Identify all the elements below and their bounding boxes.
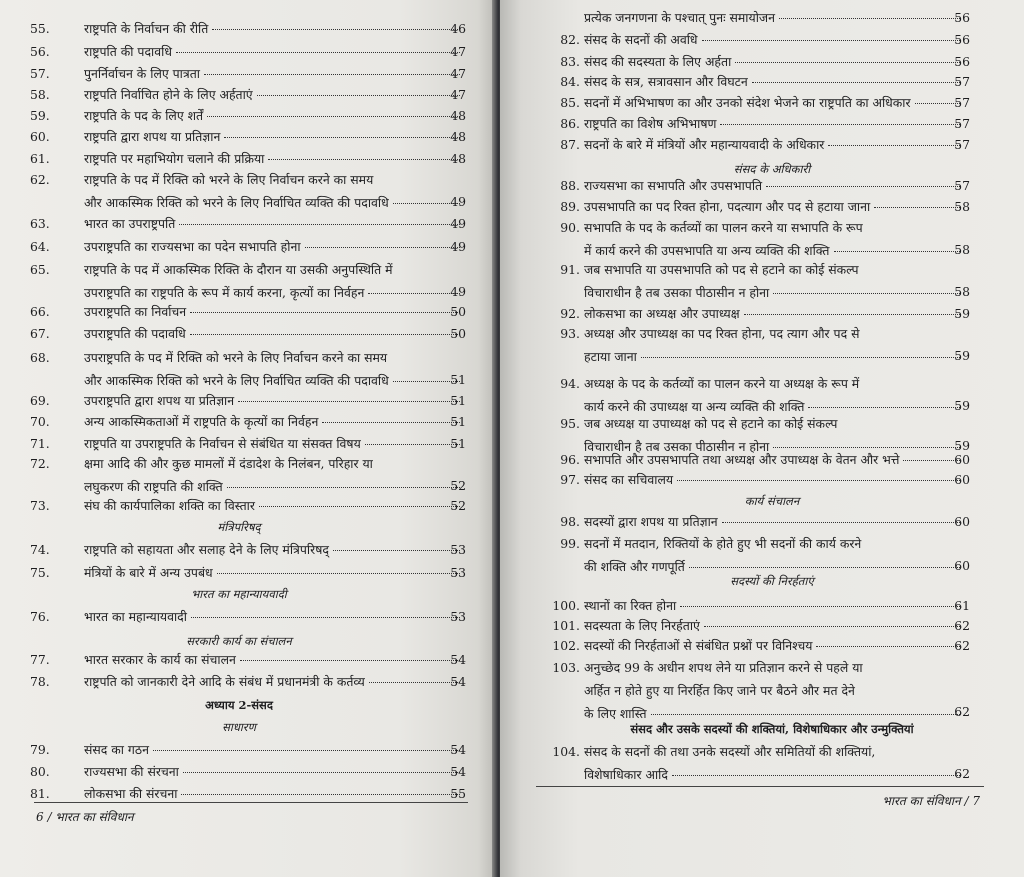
- page-number: 57: [954, 116, 970, 131]
- right-page: [500, 0, 1024, 877]
- page-number: 62: [954, 766, 970, 781]
- section-heading-conduct: कार्य संचालन: [744, 494, 800, 508]
- article-title: उपराष्ट्रपति के पद में रिक्ति को भरने के लिए निर्वाचन करने का समय और आकस्मिक रिक्ति को भरने के लिए निर्वाचित व्यक्ति की पदावधि: [84, 346, 464, 392]
- article-number: 71.: [30, 436, 50, 451]
- toc-entry: [0, 17, 498, 39]
- toc-entry: [500, 28, 1024, 50]
- article-number: 101.: [552, 618, 580, 633]
- toc-entry: [0, 147, 498, 169]
- toc-entry: [0, 322, 498, 344]
- page-number: 53: [450, 565, 466, 580]
- leader-dots: [217, 573, 460, 574]
- leader-dots: [190, 312, 460, 313]
- toc-entry: [0, 40, 498, 62]
- page-number: 58: [954, 284, 970, 299]
- page-number: 61: [954, 598, 970, 613]
- article-title: राष्ट्रपति की पदावधि: [84, 40, 464, 63]
- leader-dots: [672, 775, 960, 776]
- page-number: 58: [954, 199, 970, 214]
- article-number: 87.: [560, 137, 580, 152]
- leader-dots: [641, 357, 960, 358]
- article-number: 60.: [30, 129, 50, 144]
- section-heading-govt-business: सरकारी कार्य का संचालन: [186, 634, 292, 648]
- article-title: राष्ट्रपति या उपराष्ट्रपति के निर्वाचन से संबंधित या संसक्त विषय: [84, 432, 464, 455]
- article-number: 86.: [560, 116, 580, 131]
- article-number: 62.: [30, 172, 50, 187]
- leader-dots: [179, 224, 460, 225]
- page-number: 53: [450, 542, 466, 557]
- toc-entry: [0, 168, 498, 212]
- article-number: 69.: [30, 393, 50, 408]
- toc-entry: [500, 372, 1024, 416]
- page-number: 49: [450, 216, 466, 231]
- article-title: सदस्यों की निरर्हताओं से संबंधित प्रश्नों पर विनिश्चय: [584, 634, 964, 657]
- article-number: 103.: [552, 660, 580, 675]
- article-number: 93.: [560, 326, 580, 341]
- article-title: सदनों में अभिभाषण का और उनको संदेश भेजने का राष्ट्रपति का अधिकार: [584, 91, 964, 114]
- article-number: 96.: [560, 452, 580, 467]
- article-number: 90.: [560, 220, 580, 235]
- page-number: 49: [450, 194, 466, 209]
- article-title: अन्य आकस्मिकताओं में राष्ट्रपति के कृत्यों का निर्वहन: [84, 410, 464, 433]
- toc-entry: [0, 410, 498, 432]
- page-number: 51: [450, 393, 466, 408]
- article-number: 89.: [560, 199, 580, 214]
- page-number: 48: [450, 129, 466, 144]
- page-number: 54: [450, 652, 466, 667]
- page-number: 51: [450, 372, 466, 387]
- article-title: प्रत्येक जनगणना के पश्चात् पुनः समायोजन: [584, 6, 964, 29]
- page-number: 56: [954, 10, 970, 25]
- article-title: राष्ट्रपति निर्वाचित होने के लिए अर्हताएं: [84, 83, 464, 106]
- article-number: 67.: [30, 326, 50, 341]
- page-number: 50: [450, 304, 466, 319]
- leader-dots: [752, 82, 960, 83]
- leader-dots: [176, 52, 460, 53]
- article-title: संसद के सदनों की तथा उनके सदस्यों और समितियों की शक्तियां, विशेषाधिकार आदि: [584, 740, 964, 786]
- article-number: 70.: [30, 414, 50, 429]
- article-number: 76.: [30, 609, 50, 624]
- article-title: सदस्यों द्वारा शपथ या प्रतिज्ञान: [584, 510, 964, 533]
- article-title: क्षमा आदि की और कुछ मामलों में दंडादेश के निलंबन, परिहार या लघुकरण की राष्ट्रपति की शक्ति: [84, 452, 464, 498]
- page-number: 54: [450, 764, 466, 779]
- article-number: 98.: [560, 514, 580, 529]
- article-number: 91.: [560, 262, 580, 277]
- toc-entry: [500, 634, 1024, 656]
- leader-dots: [808, 407, 960, 408]
- leader-dots: [779, 18, 960, 19]
- article-number: 66.: [30, 304, 50, 319]
- article-number: 104.: [552, 744, 580, 759]
- toc-entry: [500, 302, 1024, 324]
- article-number: 97.: [560, 472, 580, 487]
- leader-dots: [735, 62, 960, 63]
- article-number: 55.: [30, 21, 50, 36]
- toc-entry: [0, 452, 498, 496]
- leader-dots: [651, 714, 960, 715]
- toc-entry: [500, 216, 1024, 260]
- toc-entry: [0, 104, 498, 126]
- toc-entry: [500, 448, 1024, 470]
- article-title: राष्ट्रपति पर महाभियोग चलाने की प्रक्रिया: [84, 147, 464, 170]
- page-number: 56: [954, 54, 970, 69]
- article-title: मंत्रियों के बारे में अन्य उपबंध: [84, 561, 464, 584]
- article-title: संसद का गठन: [84, 738, 464, 761]
- page-number: 55: [450, 786, 466, 801]
- section-heading-disqualifications: सदस्यों की निरर्हताएं: [730, 574, 814, 588]
- leader-dots: [305, 247, 460, 248]
- page-number: 46: [450, 21, 466, 36]
- toc-entry: [500, 133, 1024, 155]
- leader-dots: [204, 74, 460, 75]
- toc-entry: [500, 740, 1024, 784]
- leader-dots: [183, 772, 460, 773]
- article-number: 94.: [560, 376, 580, 391]
- page-number: 49: [450, 284, 466, 299]
- leader-dots: [259, 506, 460, 507]
- article-number: 102.: [552, 638, 580, 653]
- leader-dots: [720, 124, 960, 125]
- page-number: 53: [450, 609, 466, 624]
- page-number: 57: [954, 137, 970, 152]
- article-number: 95.: [560, 416, 580, 431]
- toc-entry: [0, 494, 498, 516]
- toc-entry: [500, 594, 1024, 616]
- article-title: राष्ट्रपति को जानकारी देने आदि के संबंध में प्रधानमंत्री के कर्तव्य: [84, 670, 464, 693]
- leader-dots: [689, 567, 960, 568]
- leader-dots: [816, 646, 960, 647]
- page-number: 59: [954, 348, 970, 363]
- page-number: 51: [450, 436, 466, 451]
- article-title: संसद का सचिवालय: [584, 468, 964, 491]
- page-number: 47: [450, 66, 466, 81]
- section-heading-officers: संसद के अधिकारी: [733, 162, 811, 176]
- leader-dots: [680, 606, 960, 607]
- article-number: 59.: [30, 108, 50, 123]
- article-number: 65.: [30, 262, 50, 277]
- page-number: 48: [450, 108, 466, 123]
- page-number: 47: [450, 44, 466, 59]
- article-number: 61.: [30, 151, 50, 166]
- leader-dots: [828, 145, 960, 146]
- toc-entry: [500, 50, 1024, 72]
- toc-entry: [500, 656, 1024, 722]
- article-title: राष्ट्रपति के पद में आकस्मिक रिक्ति के दौरान या उसकी अनुपस्थिति में उपराष्ट्रपति का राष्ट्रपति के रूप में कार्य करना, कृत्यों का निर्वहन: [84, 258, 464, 304]
- leader-dots: [191, 617, 460, 618]
- toc-entry: [0, 62, 498, 84]
- page-number: 50: [450, 326, 466, 341]
- article-title: राज्यसभा का सभापति और उपसभापति: [584, 174, 964, 197]
- article-title: लोकसभा की संरचना: [84, 782, 464, 805]
- page-number: 62: [954, 704, 970, 719]
- article-title: उपराष्ट्रपति का राज्यसभा का पदेन सभापति होना: [84, 235, 464, 258]
- page-number: 59: [954, 398, 970, 413]
- toc-entry: [0, 760, 498, 782]
- article-title: अनुच्छेद 99 के अधीन शपथ लेने या प्रतिज्ञान करने से पहले या अर्हित न होते हुए या निरर्हित किए जाने पर बैठने और मत देने के लिए शास्ति: [584, 656, 964, 725]
- toc-entry: [0, 432, 498, 454]
- page-number: 56: [954, 32, 970, 47]
- toc-entry: [0, 212, 498, 234]
- page-number: 58: [954, 242, 970, 257]
- article-title: भारत सरकार के कार्य का संचालन: [84, 648, 464, 671]
- right-page-footer: भारत का संविधान / 7: [882, 794, 980, 808]
- article-number: 73.: [30, 498, 50, 513]
- toc-entry: [0, 346, 498, 390]
- article-title: संसद के सत्र, सत्रावसान और विघटन: [584, 70, 964, 93]
- leader-dots: [702, 40, 960, 41]
- article-title: उपराष्ट्रपति की पदावधि: [84, 322, 464, 345]
- article-title: राष्ट्रपति का विशेष अभिभाषण: [584, 112, 964, 135]
- page-number: 54: [450, 674, 466, 689]
- leader-dots: [257, 95, 460, 96]
- page-number: 59: [954, 306, 970, 321]
- toc-entry: [500, 258, 1024, 302]
- toc-entry: [0, 738, 498, 760]
- section-heading-general: साधारण: [222, 720, 256, 734]
- leader-dots: [766, 186, 960, 187]
- article-number: 82.: [560, 32, 580, 47]
- leader-dots: [227, 487, 460, 488]
- leader-dots: [207, 116, 460, 117]
- section-heading-cabinet: मंत्रिपरिषद्: [217, 520, 261, 534]
- page-number: 60: [954, 514, 970, 529]
- article-title: राष्ट्रपति के पद के लिए शर्तें: [84, 104, 464, 127]
- page-number: 57: [954, 178, 970, 193]
- article-title: उपराष्ट्रपति द्वारा शपथ या प्रतिज्ञान: [84, 389, 464, 412]
- article-title: सभापति और उपसभापति तथा अध्यक्ष और उपाध्यक्ष के वेतन और भत्ते: [584, 448, 964, 471]
- leader-dots: [704, 626, 960, 627]
- page-number: 57: [954, 74, 970, 89]
- page-number: 60: [954, 558, 970, 573]
- article-title: पुनर्निर्वाचन के लिए पात्रता: [84, 62, 464, 85]
- leader-dots: [240, 660, 460, 661]
- article-title: जब सभापति या उपसभापति को पद से हटाने का कोई संकल्प विचाराधीन है तब उसका पीठासीन न होना: [584, 258, 964, 304]
- toc-entry: [0, 125, 498, 147]
- page-number: 62: [954, 618, 970, 633]
- article-title: जब अध्यक्ष या उपाध्यक्ष को पद से हटाने का कोई संकल्प विचाराधीन है तब उसका पीठासीन न होना: [584, 412, 964, 458]
- article-number: 83.: [560, 54, 580, 69]
- toc-entry: [0, 83, 498, 105]
- page-number: 60: [954, 452, 970, 467]
- article-title: राष्ट्रपति के निर्वाचन की रीति: [84, 17, 464, 40]
- leader-dots: [238, 401, 460, 402]
- leader-dots: [773, 293, 960, 294]
- page-number: 60: [954, 472, 970, 487]
- article-title: सदस्यता के लिए निरर्हताएं: [584, 614, 964, 637]
- article-title: सदनों के बारे में मंत्रियों और महान्यायवादी के अधिकार: [584, 133, 964, 156]
- leader-dots: [744, 314, 960, 315]
- page-number: 51: [450, 414, 466, 429]
- leader-dots: [153, 750, 460, 751]
- article-title: संसद की सदस्यता के लिए अर्हता: [584, 50, 964, 73]
- article-title: उपराष्ट्रपति का निर्वाचन: [84, 300, 464, 323]
- leader-dots: [677, 480, 960, 481]
- leader-dots: [722, 522, 960, 523]
- article-number: 63.: [30, 216, 50, 231]
- article-number: 88.: [560, 178, 580, 193]
- article-number: 92.: [560, 306, 580, 321]
- leader-dots: [224, 137, 460, 138]
- article-number: 85.: [560, 95, 580, 110]
- article-title: राष्ट्रपति द्वारा शपथ या प्रतिज्ञान: [84, 125, 464, 148]
- article-number: 64.: [30, 239, 50, 254]
- page-number: 47: [450, 87, 466, 102]
- leader-dots: [268, 159, 460, 160]
- toc-entry: [500, 614, 1024, 636]
- article-number: 68.: [30, 350, 50, 365]
- leader-dots: [190, 334, 460, 335]
- article-title: भारत का महान्यायवादी: [84, 605, 464, 628]
- toc-entry: [500, 6, 1024, 28]
- toc-entry: [0, 235, 498, 257]
- article-title: राज्यसभा की संरचना: [84, 760, 464, 783]
- page-number: 62: [954, 638, 970, 653]
- article-number: 99.: [560, 536, 580, 551]
- toc-entry: [500, 91, 1024, 113]
- left-page-footer: 6 / भारत का संविधान: [36, 810, 134, 824]
- article-number: 84.: [560, 74, 580, 89]
- article-title: उपसभापति का पद रिक्त होना, पदत्याग और पद से हटाया जाना: [584, 195, 964, 218]
- page-number: 48: [450, 151, 466, 166]
- article-number: 72.: [30, 456, 50, 471]
- article-title: सदनों में मतदान, रिक्तियों के होते हुए भी सदनों की कार्य करने की शक्ति और गणपूर्ति: [584, 532, 964, 578]
- section-heading-attorney-general: भारत का महान्यायवादी: [191, 587, 287, 601]
- toc-entry: [0, 538, 498, 560]
- article-number: 58.: [30, 87, 50, 102]
- toc-entry: [500, 195, 1024, 217]
- toc-entry: [0, 782, 498, 804]
- leader-dots: [212, 29, 460, 30]
- toc-entry: [0, 670, 498, 692]
- page-number: 59: [954, 438, 970, 453]
- left-page: [0, 0, 498, 877]
- toc-entry: [0, 561, 498, 583]
- page-number: 52: [450, 498, 466, 513]
- toc-entry: [500, 112, 1024, 134]
- article-title: संघ की कार्यपालिका शक्ति का विस्तार: [84, 494, 464, 517]
- article-number: 78.: [30, 674, 50, 689]
- toc-entry: [0, 605, 498, 627]
- toc-entry: [0, 258, 498, 302]
- toc-entry: [0, 300, 498, 322]
- toc-entry: [500, 468, 1024, 490]
- article-title: राष्ट्रपति के पद में रिक्ति को भरने के लिए निर्वाचन करने का समय और आकस्मिक रिक्ति को भरने के लिए निर्वाचित व्यक्ति की पदावधि: [84, 168, 464, 214]
- article-number: 56.: [30, 44, 50, 59]
- toc-entry: [500, 510, 1024, 532]
- section-heading-powers: संसद और उसके सदस्यों की शक्तियां, विशेषाधिकार और उन्मुक्तियां: [630, 722, 914, 736]
- article-number: 81.: [30, 786, 50, 801]
- article-number: 74.: [30, 542, 50, 557]
- page-number: 49: [450, 239, 466, 254]
- article-title: सभापति के पद के कर्तव्यों का पालन करने या सभापति के रूप में कार्य करने की उपसभापति या अन्य व्यक्ति की शक्ति: [584, 216, 964, 262]
- footer-rule: [34, 802, 468, 803]
- chapter-heading: अध्याय 2-संसद: [205, 698, 273, 712]
- article-number: 100.: [552, 598, 580, 613]
- article-number: 75.: [30, 565, 50, 580]
- page-number: 57: [954, 95, 970, 110]
- article-title: अध्यक्ष के पद के कर्तव्यों का पालन करने या अध्यक्ष के रूप में कार्य करने की उपाध्यक्ष या अन्य व्यक्ति की शक्ति: [584, 372, 964, 418]
- article-title: राष्ट्रपति को सहायता और सलाह देने के लिए मंत्रिपरिषद्: [84, 538, 464, 561]
- page-number: 52: [450, 478, 466, 493]
- page-number: 54: [450, 742, 466, 757]
- article-title: लोकसभा का अध्यक्ष और उपाध्यक्ष: [584, 302, 964, 325]
- article-number: 77.: [30, 652, 50, 667]
- article-title: भारत का उपराष्ट्रपति: [84, 212, 464, 235]
- toc-entry: [500, 70, 1024, 92]
- article-title: अध्यक्ष और उपाध्यक्ष का पद रिक्त होना, पद त्याग और पद से हटाया जाना: [584, 322, 964, 368]
- toc-entry: [500, 322, 1024, 366]
- footer-rule: [536, 786, 984, 787]
- toc-entry: [0, 389, 498, 411]
- article-number: 79.: [30, 742, 50, 757]
- article-number: 57.: [30, 66, 50, 81]
- article-title: संसद के सदनों की अवधि: [584, 28, 964, 51]
- article-title: स्थानों का रिक्त होना: [584, 594, 964, 617]
- article-number: 80.: [30, 764, 50, 779]
- leader-dots: [181, 794, 460, 795]
